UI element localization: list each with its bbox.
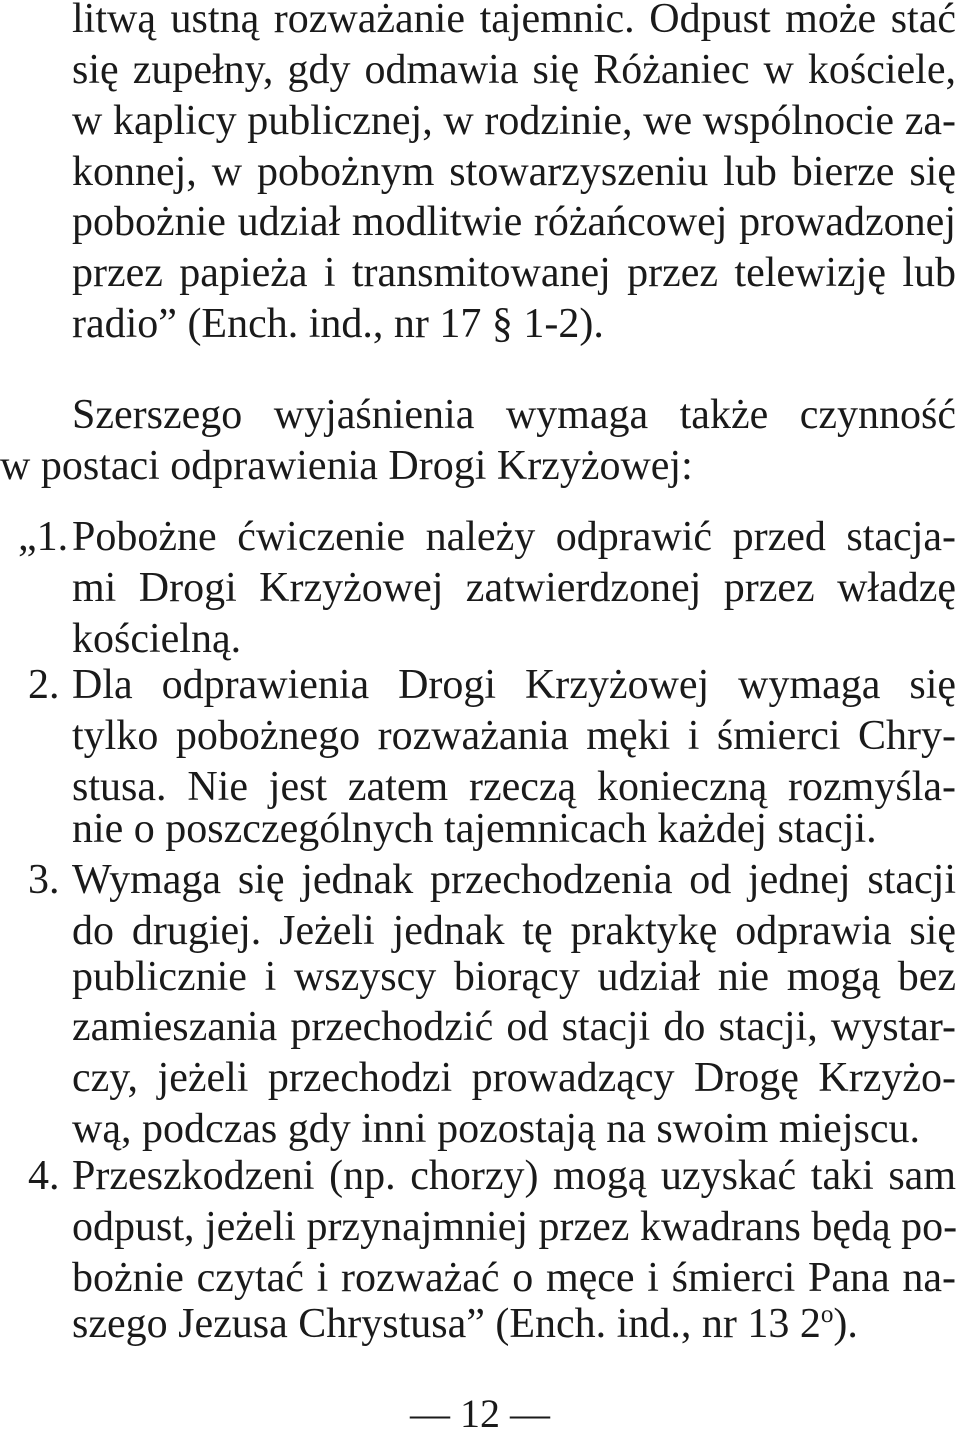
text-line: bożnie czytać i rozważać o męce i śmierci Pana na- bbox=[72, 1255, 956, 1301]
list-marker: „1. bbox=[18, 514, 69, 560]
text-line: Pobożne ćwiczenie należy odprawić przed stacja- bbox=[72, 514, 956, 560]
text-line: zamieszania przechodzić od stacji do stacji, wystar- bbox=[72, 1004, 956, 1050]
text-line: radio” (Ench. ind., nr 17 § 1-2). bbox=[72, 301, 604, 347]
list-marker: 3. bbox=[28, 857, 60, 903]
list-marker: 4. bbox=[28, 1153, 60, 1199]
text-line-final bbox=[72, 1299, 956, 1349]
text-line: Szerszego wyjaśnienia wymaga także czynność bbox=[72, 392, 956, 438]
text-line: w postaci odprawienia Drogi Krzyżowej: bbox=[0, 443, 693, 489]
text-line-end: ). bbox=[833, 1301, 858, 1347]
text-line: tylko pobożnego rozważania męki i śmierci Chry- bbox=[72, 713, 956, 759]
text-line: Dla odprawienia Drogi Krzyżowej wymaga się bbox=[72, 662, 956, 708]
ordinal-superscript: o bbox=[820, 1301, 834, 1328]
page-number: — 12 — bbox=[410, 1391, 550, 1436]
text-line: kościelną. bbox=[72, 616, 242, 662]
list-marker: 2. bbox=[28, 662, 60, 708]
text-line: pobożnie udział modlitwie różańcowej prowadzonej bbox=[72, 199, 956, 245]
text-line-body: szego Jezusa Chrystusa” (Ench. ind., nr 13 2 bbox=[72, 1301, 821, 1347]
text-line: Wymaga się jednak przechodzenia od jednej stacji bbox=[72, 857, 956, 903]
text-line: do drugiej. Jeżeli jednak tę praktykę odprawia się bbox=[72, 908, 956, 954]
text-line: nie o poszczególnych tajemnicach każdej stacji. bbox=[72, 806, 877, 852]
text-line: odpust, jeżeli przynajmniej przez kwadrans będą po- bbox=[72, 1204, 958, 1250]
text-line: publicznie i wszyscy biorący udział nie mogą bez bbox=[72, 954, 956, 1000]
text-line: mi Drogi Krzyżowej zatwierdzonej przez władzę bbox=[72, 565, 956, 611]
text-line: przez papieża i transmitowanej przez telewizję lub bbox=[72, 250, 956, 296]
text-line: stusa. Nie jest zatem rzeczą konieczną rozmyśla- bbox=[72, 764, 956, 810]
text-line: wą, podczas gdy inni pozostają na swoim miejscu. bbox=[72, 1106, 920, 1152]
text-line: się zupełny, gdy odmawia się Różaniec w kościele, bbox=[72, 47, 956, 93]
text-line: konnej, w pobożnym stowarzyszeniu lub bierze się bbox=[72, 149, 956, 195]
text-line: czy, jeżeli przechodzi prowadzący Drogę Krzyżo- bbox=[72, 1055, 956, 1101]
text-line: Przeszkodzeni (np. chorzy) mogą uzyskać taki sam bbox=[72, 1153, 956, 1199]
text-line: litwą ustną rozważanie tajemnic. Odpust może stać bbox=[72, 0, 956, 42]
text-line: w kaplicy publicznej, w rodzinie, we wspólnocie za- bbox=[72, 98, 956, 144]
